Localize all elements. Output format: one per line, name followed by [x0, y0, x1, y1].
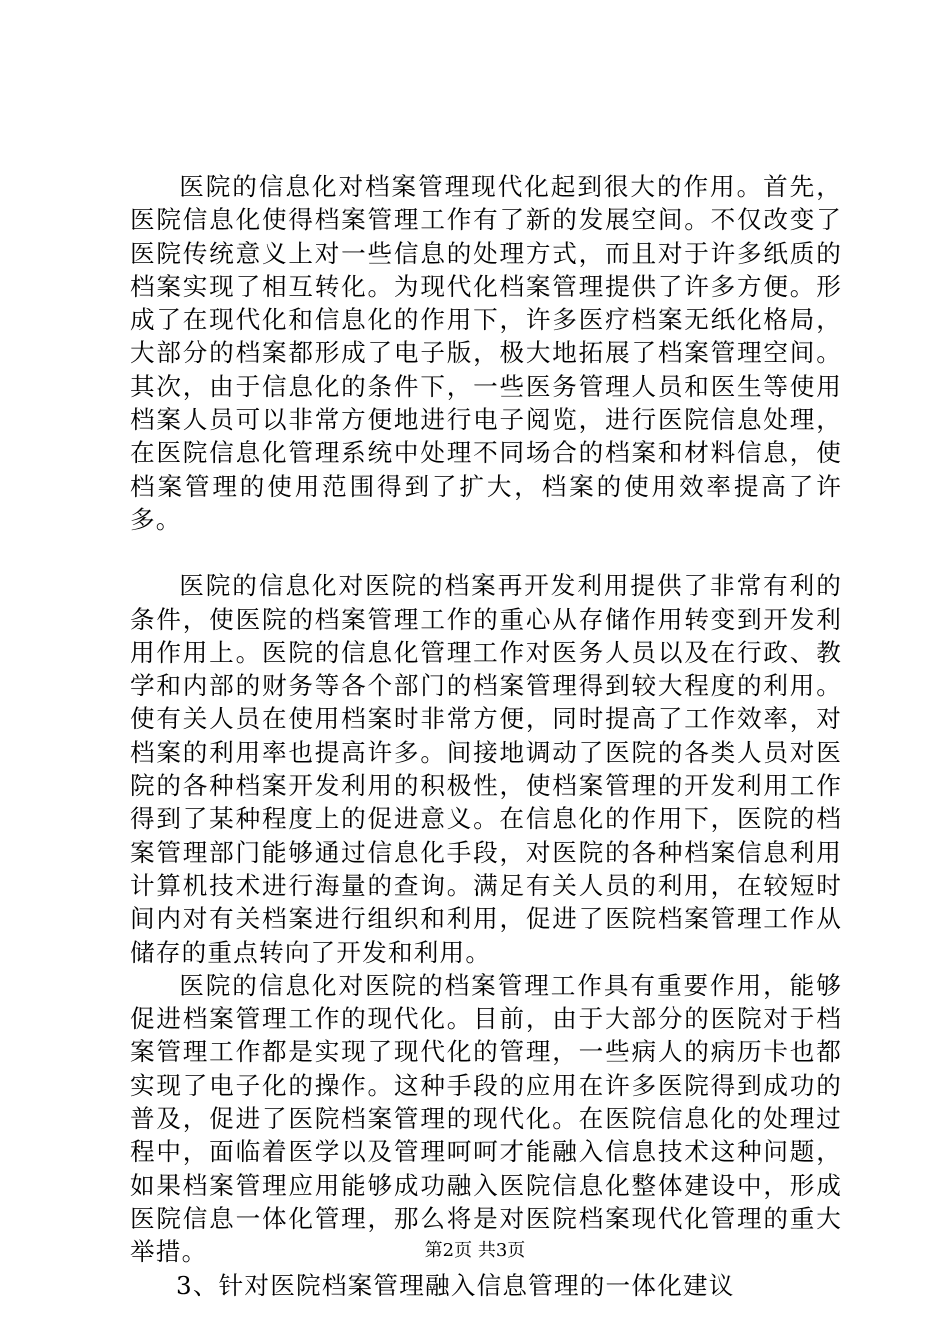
paragraph-archive-management-role: 医院的信息化对医院的档案管理工作具有重要作用，能够促进档案管理工作的现代化。目前，由于大部分的医院对于档案管理工作都是实现了现代化的管理，一些病人的病历卡也都实现了电子化的操作。这种手段的应用在许多医院得到成功的普及，促进了医院档案管理的现代化。在医院信息化的处理过程中，面临着医学以及管理呵呵才能融入信息技术这种问题，如果档案管理应用能够成功融入医院信息化整体建设中，形成医院信息一体化管理，那么将是对医院档案现代化管理的重大举措。	[130, 970, 842, 1267]
document-body	[130, 170, 842, 1302]
paragraph-archive-redevelopment: 医院的信息化对医院的档案再开发利用提供了非常有利的条件，使医院的档案管理工作的重心从存储作用转变到开发利用作用上。医院的信息化管理工作对医务人员以及在行政、教学和内部的财务等各个部门的档案管理得到较大程度的利用。使有关人员在使用档案时非常方便，同时提高了工作效率，对档案的利用率也提高许多。间接地调动了医院的各类人员对医院的各种档案开发利用的积极性，使档案管理的开发利用工作得到了某种程度上的促进意义。在信息化的作用下，医院的档案管理部门能够通过信息化手段，对医院的各种档案信息利用计算机技术进行海量的查询。满足有关人员的利用，在较短时间内对有关档案进行组织和利用，促进了医院档案管理工作从储存的重点转向了开发和利用。	[130, 571, 842, 967]
page-footer: 第2页 共3页	[424, 1240, 526, 1261]
section-heading: 3、针对医院档案管理融入信息管理的一体化建议	[176, 1270, 735, 1300]
paragraph-informatization-modernization: 医院的信息化对档案管理现代化起到很大的作用。首先，医院信息化使得档案管理工作有了新的发展空间。不仅改变了医院传统意义上对一些信息的处理方式，而且对于许多纸质的档案实现了相互转化。为现代化档案管理提供了许多方便。形成了在现代化和信息化的作用下，许多医疗档案无纸化格局，大部分的档案都形成了电子版，极大地拓展了档案管理空间。其次，由于信息化的条件下，一些医务管理人员和医生等使用档案人员可以非常方便地进行电子阅览，进行医院信息处理，在医院信息化管理系统中处理不同场合的档案和材料信息，使档案管理的使用范围得到了扩大，档案的使用效率提高了许多。	[130, 172, 842, 534]
